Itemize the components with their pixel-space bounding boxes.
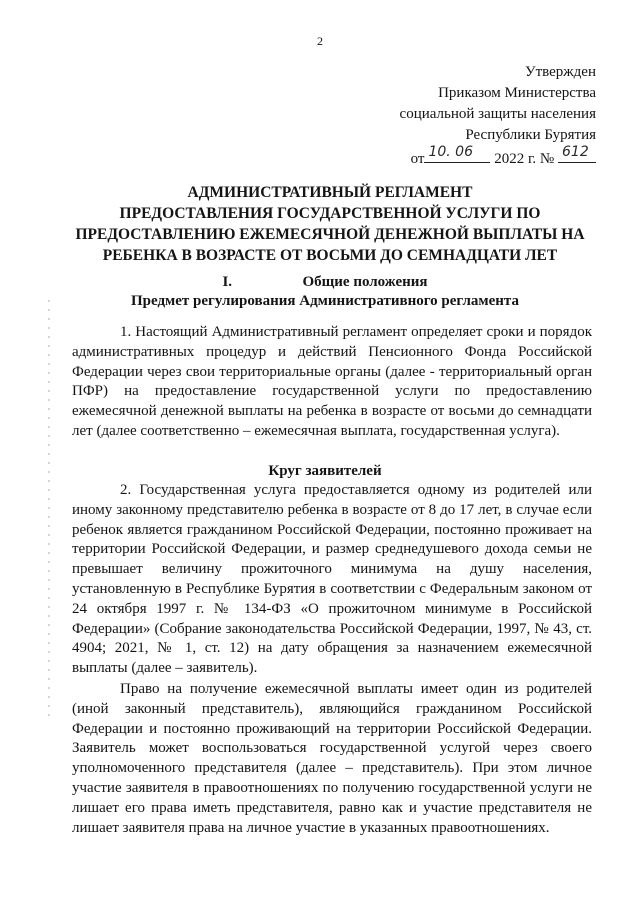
- document-title: [60, 182, 600, 266]
- subsection-heading: Предмет регулирования Административного регламента: [131, 293, 519, 309]
- title-line: АДМИНИСТРАТИВНЫЙ РЕГЛАМЕНТ: [187, 184, 473, 201]
- handwritten-number: 612: [562, 144, 589, 160]
- title-line: ПРЕДОСТАВЛЕНИЯ ГОСУДАРСТВЕННОЙ УСЛУГИ ПО: [119, 205, 541, 222]
- approval-date-line: [336, 146, 596, 170]
- date-signature-line: [424, 146, 490, 163]
- paragraph-text: 1. Настоящий Административный регламент определяет сроки и порядок административных процедур и действий Пенсионного Фонда Российской Федерации через свои территориальные органы (далее - территориальный орган ПФР) на предоставление государственной услуги по предоставлению ежемесячной денежной выплаты на ребенка в возрасте от восьми до семнадцати лет (далее соответственно – ежемесячная выплата, государственная услуга).: [72, 324, 592, 439]
- handwritten-date: 10. 06: [428, 144, 473, 160]
- approval-line: Утвержден: [524, 64, 596, 80]
- paragraph-1: [72, 323, 592, 442]
- number-signature-line: [558, 146, 596, 163]
- page-number: 2: [317, 34, 323, 48]
- date-prefix: от: [410, 151, 425, 167]
- title-line: ПРЕДОСТАВЛЕНИЮ ЕЖЕМЕСЯЧНОЙ ДЕНЕЖНОЙ ВЫПЛАТЫ НА: [75, 226, 585, 243]
- approval-line: Республики Бурятия: [465, 127, 596, 143]
- scan-margin-marks: [48, 300, 50, 720]
- paragraph-text: 2. Государственная услуга предоставляется одному из родителей или иному законному представителю ребенка в возрасте от 8 до 17 лет, в случае если ребенок является гражданином Российской Федерации, постоянно проживает на территории Российской Федерации, и размер среднедушевого дохода семьи не превышает величину прожиточного минимума на душу населения, установленную в Республике Бурятия в соответствии с Федеральным законом от 24 октября 1997 г. № 134-ФЗ «О прожиточном минимуме в Российской Федерации» (Собрание законодательства Российской Федерации, 1997, № 43, ст. 4904; 2021, № 1, ст. 12) на дату обращения за назначением ежемесячной выплаты (далее – заявитель).: [72, 482, 592, 677]
- year-and-number-label: 2022 г. №: [494, 151, 555, 167]
- approval-block: [336, 62, 596, 170]
- approval-line: социальной защиты населения: [399, 106, 596, 122]
- title-line: РЕБЕНКА В ВОЗРАСТЕ ОТ ВОСЬМИ ДО СЕМНАДЦАТИ ЛЕТ: [102, 247, 558, 264]
- paragraph-2: [72, 481, 592, 679]
- paragraph-text: Право на получение ежемесячной выплаты имеет один из родителей (иной законный представитель), являющийся гражданином Российской Федерации и постоянно проживающий на территории Российской Федерации. Заявитель может воспользоваться государственной услугой через своего уполномоченного представителя (далее – представитель). При этом личное участие заявителя в правоотношениях по получению государственной услуги не лишает его права иметь представителя, равно как и участие представителя не лишает заявителя права на личное участие в указанных правоотношениях.: [72, 681, 592, 836]
- section-heading: [60, 272, 590, 292]
- section-title: Общие положения: [302, 274, 428, 290]
- section-number: I.: [222, 274, 233, 290]
- subsection-heading-applicants: Круг заявителей: [268, 463, 382, 479]
- approval-line: Приказом Министерства: [438, 85, 596, 101]
- paragraph-3: [72, 680, 592, 838]
